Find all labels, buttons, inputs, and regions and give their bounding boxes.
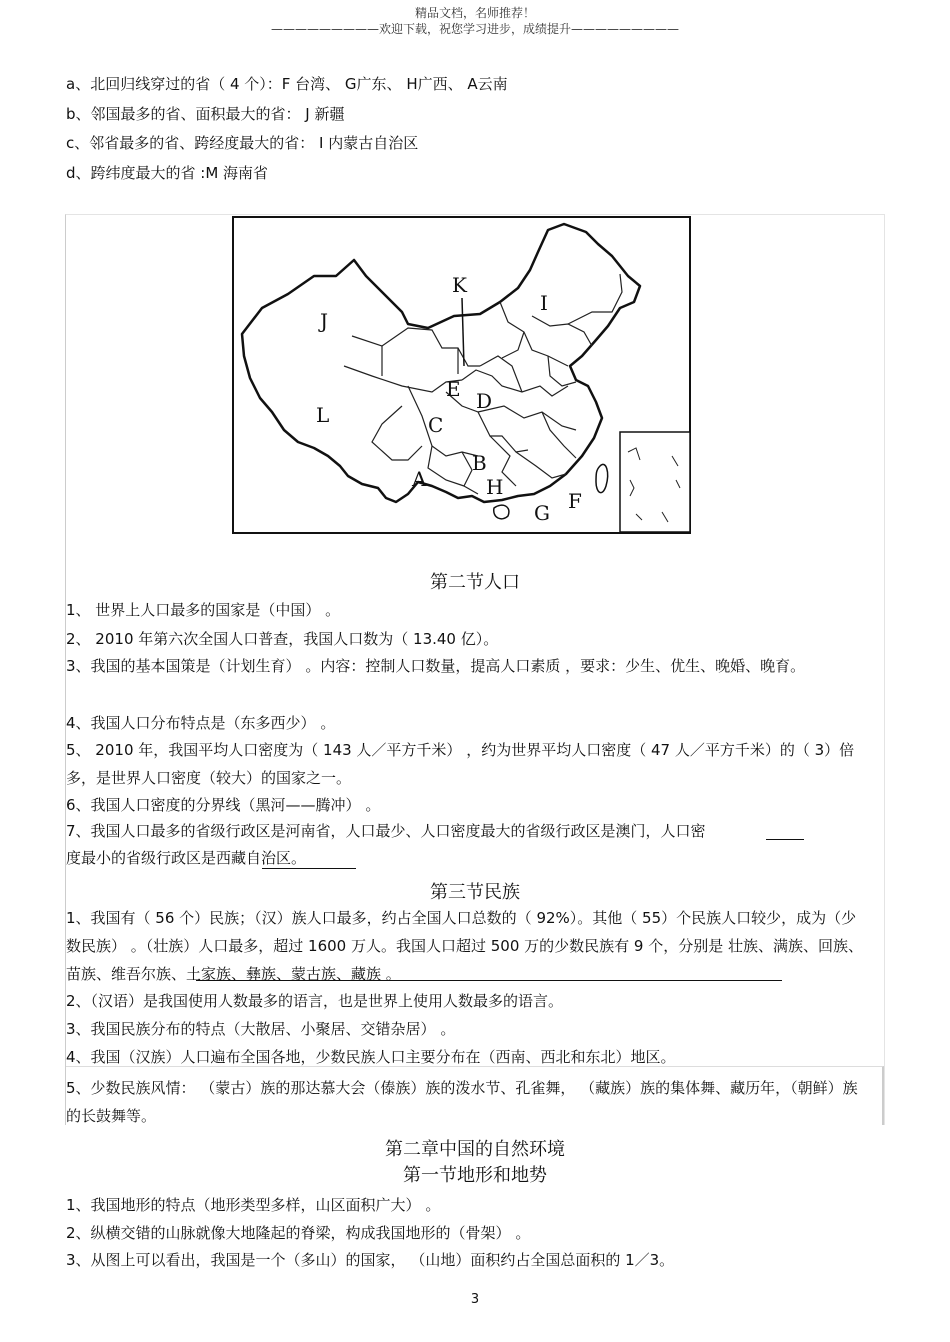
ethnic-item-3: 3、我国民族分布的特点（大散居、小聚居、交错杂居） 。 bbox=[66, 1020, 456, 1038]
header-title: 精品文档，名师推荐！ bbox=[414, 6, 535, 20]
ethnic-item-1: 1、我国有（ 56 个）民族；（汉）族人口最多，约占全国人口总数的（ 92%）。其他（ 55）个民族人口较少，成为（少数民族） 。（壮族）人口最多，超过 1600 万人。我国人口超过 500 万的少数民族有 9 个，分别是 壮族、满族、回族、苗族、维吾尔族、土家族、彝族、蒙古族、藏族 。 bbox=[66, 909, 863, 983]
map-label-c: C bbox=[428, 413, 444, 437]
population-item-7-cont: 度最小的省级行政区是西藏自治区。 bbox=[66, 849, 307, 867]
section-title-population: 第二节人口 bbox=[430, 572, 520, 593]
blank-underline bbox=[766, 839, 804, 840]
ethnic-item-2: 2、（汉语）是我国使用人数最多的语言，也是世界上使用人数最多的语言。 bbox=[66, 992, 564, 1010]
chapter-title: 第二章中国的自然环境 bbox=[385, 1139, 565, 1160]
terrain-item-2: 2、纵横交错的山脉就像大地隆起的脊梁，构成我国地形的（骨架） 。 bbox=[66, 1224, 531, 1242]
population-item-6: 6、我国人口密度的分界线（黑河——腾冲） 。 bbox=[66, 796, 381, 814]
list-item-d: d、跨纬度最大的省 :M 海南省 bbox=[66, 164, 269, 182]
ethnic-item-4: 4、我国（汉族）人口遍布全国各地，少数民族人口主要分布在（西南、西北和东北）地区。 bbox=[66, 1048, 676, 1066]
header-slogan: —————————欢迎下载，祝您学习进步，成绩提升————————— bbox=[270, 22, 679, 36]
map-label-d: D bbox=[476, 389, 493, 413]
map-label-e: E bbox=[446, 377, 461, 401]
population-item-2: 2、 2010 年第六次全国人口普查，我国人口数为（ 13.40 亿）。 bbox=[66, 630, 499, 648]
china-province-map bbox=[232, 216, 692, 536]
list-item-c: c、邻省最多的省、跨经度最大的省： I 内蒙古自治区 bbox=[66, 134, 419, 152]
population-item-5: 5、 2010 年，我国平均人口密度为（ 143 人／平方千米） ，约为世界平均人口密度（ 47 人／平方千米）的（ 3）倍多，是世界人口密度（较大）的国家之一。 bbox=[66, 741, 855, 787]
terrain-item-3: 3、从图上可以看出，我国是一个（多山）的国家， （山地）面积约占全国总面积的 1／3。 bbox=[66, 1251, 675, 1269]
map-label-b: B bbox=[472, 451, 487, 475]
map-label-a: A bbox=[412, 467, 427, 491]
blank-underline bbox=[262, 868, 356, 869]
map-label-g: G bbox=[534, 501, 550, 525]
population-item-1: 1、 世界上人口最多的国家是（中国） 。 bbox=[66, 601, 341, 619]
map-label-k: K bbox=[452, 273, 467, 297]
list-item-a: a、北回归线穿过的省（ 4 个）：F 台湾、 G广东、 H广西、 A云南 bbox=[66, 75, 508, 93]
terrain-item-1: 1、我国地形的特点（地形类型多样，山区面积广大） 。 bbox=[66, 1196, 441, 1214]
map-label-j: J bbox=[320, 309, 329, 333]
map-label-f: F bbox=[568, 489, 582, 513]
population-item-7: 7、我国人口最多的省级行政区是河南省，人口最少、人口密度最大的省级行政区是澳门，人口密 bbox=[66, 822, 706, 840]
map-label-l: L bbox=[316, 403, 330, 427]
chapter-subtitle: 第一节地形和地势 bbox=[403, 1165, 547, 1186]
population-item-4: 4、我国人口分布特点是（东多西少） 。 bbox=[66, 714, 336, 732]
population-item-3: 3、我国的基本国策是（计划生育） 。内容：控制人口数量，提高人口素质 ，要求：少生、优生、晚婚、晚育。 bbox=[66, 657, 806, 675]
page-number: 3 bbox=[470, 1292, 480, 1307]
map-label-h: H bbox=[486, 475, 504, 499]
blank-underline bbox=[196, 980, 782, 981]
list-item-b: b、邻国最多的省、面积最大的省： J 新疆 bbox=[66, 105, 345, 123]
map-label-i: I bbox=[540, 291, 548, 315]
ethnic-item-5: 5、少数民族风情： （蒙古）族的那达慕大会（傣族）族的泼水节、孔雀舞， （藏族）族的集体舞、藏历年，（朝鲜）族的长鼓舞等。 bbox=[66, 1079, 858, 1125]
section-title-ethnic: 第三节民族 bbox=[430, 882, 520, 903]
